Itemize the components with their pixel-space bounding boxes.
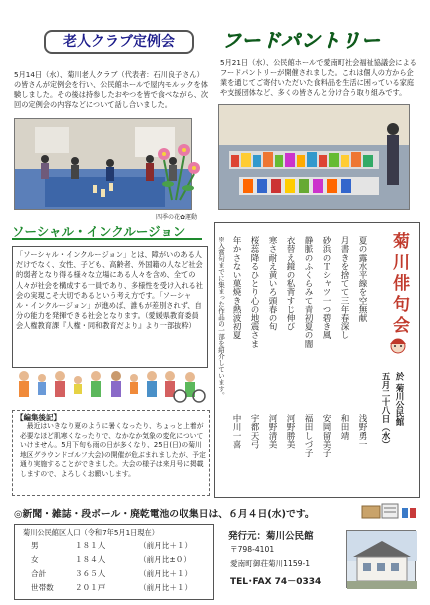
- haiku-poem: 寒さ耐え黄いろ頭春の旬: [267, 236, 277, 331]
- publisher-tel: TEL･FAX 74－0334: [230, 577, 322, 587]
- haiku-poem: 砂浜のＴシャツ一つ碧き風: [321, 236, 331, 340]
- haiku-author: 安岡留美子: [321, 414, 331, 457]
- population-row-male: [31, 539, 211, 553]
- publisher-postal: 〒798-4101: [230, 545, 275, 554]
- haiku-title: 菊川俳句会: [389, 232, 409, 337]
- publisher-title: 発行元：菊川公民館: [228, 531, 314, 542]
- pantry-body: 5月21日（水）、公民館ホールで愛南町社会福祉協議会によるフードパントリーが開催されました。これは個人の方から企業を通じてご寄付いただいた食料品を生活に困っている家庭や支援団体など、多くの皆さんと分け合う取り組みです。: [220, 58, 417, 97]
- social-body: 「ソーシャル・インクルージョン」とは、障がいのある人だけでなく、女性、子ども、高齢者、外国籍の人など社会的弱者となり得る様々な立場にある人々を含め、全ての人々が社会を構成する一員であり、多様性を受け入れる社会の実現こそ大切であるという考え方です。「ソーシャル・インクルージョン」が進めば、誰もが差別されず、自分の能力を発揮できる社会となります。（愛媛県教育委員会人権教育課『人権・同和教育だより』より一部抜粋）: [16, 250, 203, 331]
- flower-caption: 四季の花✿運動: [156, 214, 198, 221]
- haiku-poem: 静脈のふくらみて青初夏の闇: [303, 236, 313, 348]
- pantry-title: [222, 26, 412, 56]
- haiku-author: 福田しづ子: [303, 414, 313, 457]
- postscript-title: 【編集後記】: [16, 413, 61, 422]
- club-title: 老人クラブ定例会: [63, 34, 175, 50]
- recycle-illustration: [360, 500, 420, 522]
- population-change: （前月比＋１）: [139, 583, 193, 592]
- population-value: １８１人: [75, 541, 106, 550]
- social-title: [12, 222, 202, 240]
- haiku-author: 宇都天弓: [249, 414, 259, 449]
- haiku-author: 中川一喜: [231, 414, 241, 449]
- haiku-poem: 月書きを捨てて三年春深し: [339, 236, 349, 340]
- population-change: （前月比＋１）: [139, 541, 193, 550]
- population-box: [14, 524, 214, 600]
- population-row-households: [31, 581, 211, 595]
- flower-illustration: [150, 140, 206, 210]
- haiku-venue: 於 菊川公民館: [394, 372, 404, 426]
- pantry-photo-illustration: [219, 105, 410, 210]
- haiku-author: 和田靖: [339, 414, 349, 440]
- population-change: （前月比±０）: [139, 555, 191, 564]
- haiku-poem: 桜蕊降るひとり心の地震さま: [249, 236, 259, 348]
- population-row-total: [31, 567, 211, 581]
- population-value: １８４人: [75, 555, 106, 564]
- people-illustration: [14, 368, 210, 404]
- haiku-poem: 夏の露水平線を空無献: [357, 236, 367, 322]
- collection-notice: ◎新聞・雑誌・段ボール・廃乾電池の収集日は、６月４日(水)です。: [14, 509, 315, 520]
- publisher-box: [222, 526, 420, 598]
- building-photo: [346, 530, 416, 588]
- haiku-author: 浅野勇一: [357, 414, 367, 449]
- population-row-female: [31, 553, 211, 567]
- pantry-title-text: フードパントリー: [222, 30, 382, 52]
- postscript-body: 最近はいきなり夏のように暑くなったり、ちょっと上着が必要なほど肌寒くなったりで、なかなか気象の変化についていけません。5月下旬も雨の日が多くなり、25日(日)の菊川地区グラウンドゴルフ大会)の開催が危ぶまれましたが、予定通り実施することができました。大会の様子は来月号に掲載しますので、よろしくお願いします。: [20, 422, 206, 478]
- haiku-date: 五月二十八日（水）: [380, 372, 390, 449]
- population-label: 男: [31, 541, 39, 550]
- social-title-text: ソーシャル・インクルージョン: [12, 224, 186, 239]
- publisher-address: 愛南町御荘菊川1159-1: [230, 559, 311, 568]
- population-label: 女: [31, 555, 39, 564]
- haiku-poem: 年かさない菓焼き熱波初夏: [231, 236, 241, 340]
- population-change: （前月比＋１）: [139, 569, 193, 578]
- population-label: 合計: [31, 569, 47, 578]
- pantry-photo: [218, 104, 410, 210]
- club-body: 5月14日（水）、菊川老人クラブ（代表者：石川良子さん）の皆さんが定例会を行い、公民館ホールで屋内モルックを体験しました。その後は持参したおやつを皆で食べながら、次回の定例会の内容などについて話し合いました。: [14, 70, 209, 109]
- population-row: [31, 539, 211, 595]
- haiku-decoration-icon: [386, 332, 410, 356]
- club-title-box: [44, 30, 194, 54]
- population-value: ２０１戸: [75, 583, 106, 592]
- haiku-author: 河野勝美: [285, 414, 295, 449]
- population-label: 世帯数: [31, 583, 54, 592]
- haiku-poem: 衣替え鏡の私背すじ伸び: [285, 236, 295, 331]
- haiku-author: 河野清美: [267, 414, 277, 449]
- population-value: ３６５人: [75, 569, 106, 578]
- haiku-note: ※入賞句までに集まった作品の一部を紹介しています。: [217, 236, 225, 399]
- population-title: 菊川公民館区人口（令和7年5月1日現在）: [23, 528, 159, 537]
